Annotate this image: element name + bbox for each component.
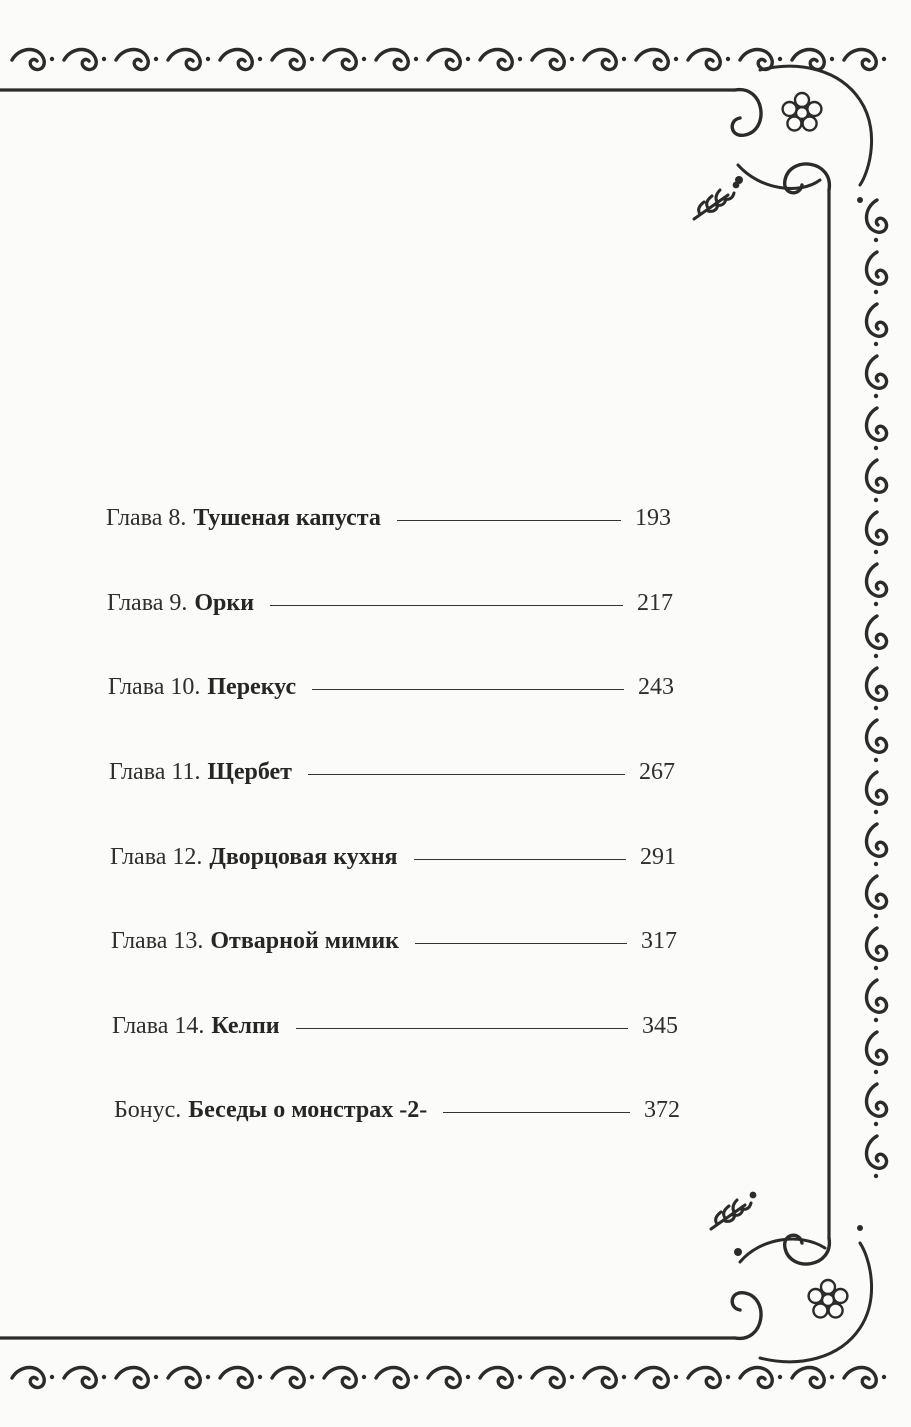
toc-entry-chapter-9[interactable] xyxy=(107,587,673,619)
toc-leader-line xyxy=(414,859,626,860)
toc-leader-line xyxy=(270,605,623,606)
toc-entry-prefix: Глава 11. xyxy=(109,759,201,785)
toc-leader-line xyxy=(415,943,627,944)
toc-entry-chapter-10[interactable] xyxy=(108,671,674,703)
toc-entry-chapter-14[interactable] xyxy=(112,1010,678,1042)
toc-entry-prefix: Глава 10. xyxy=(108,674,201,700)
toc-leader-line xyxy=(397,520,621,521)
toc-leader-line xyxy=(296,1028,628,1029)
toc-entry-page: 291 xyxy=(640,844,676,870)
toc-entry-page: 193 xyxy=(635,505,671,531)
toc-entry-title: Отварной мимик xyxy=(210,928,399,954)
toc-entry-title: Дворцовая кухня xyxy=(209,844,398,870)
toc-entry-chapter-11[interactable] xyxy=(109,756,675,788)
toc-entry-title: Орки xyxy=(194,590,255,616)
toc-entry-page: 317 xyxy=(641,928,677,954)
toc-entry-chapter-13[interactable] xyxy=(111,925,677,957)
toc-entry-title: Беседы о монстрах -2- xyxy=(188,1097,428,1123)
toc-leader-line xyxy=(312,689,624,690)
toc-entry-title: Щербет xyxy=(207,759,292,785)
toc-entry-bonus[interactable] xyxy=(114,1094,680,1126)
toc-entry-title: Келпи xyxy=(211,1013,280,1039)
toc-entry-prefix: Глава 8. xyxy=(106,505,187,531)
toc-leader-line xyxy=(443,1112,630,1113)
toc-entry-chapter-8[interactable] xyxy=(106,502,671,534)
toc-leader-line xyxy=(308,774,625,775)
toc-entry-title: Перекус xyxy=(207,674,297,700)
toc-entry-title: Тушеная капуста xyxy=(193,505,381,531)
toc-entry-page: 267 xyxy=(639,759,675,785)
toc-entry-chapter-12[interactable] xyxy=(110,841,676,873)
toc-entry-prefix: Глава 14. xyxy=(112,1013,205,1039)
toc-entry-prefix: Глава 13. xyxy=(111,928,204,954)
toc-entry-page: 345 xyxy=(642,1013,678,1039)
toc-entry-prefix: Глава 12. xyxy=(110,844,203,870)
toc-entry-prefix: Глава 9. xyxy=(107,590,188,616)
toc-entry-page: 243 xyxy=(638,674,674,700)
toc-entry-prefix: Бонус. xyxy=(114,1097,182,1123)
toc-entry-page: 217 xyxy=(637,590,673,616)
toc-entry-page: 372 xyxy=(644,1097,680,1123)
